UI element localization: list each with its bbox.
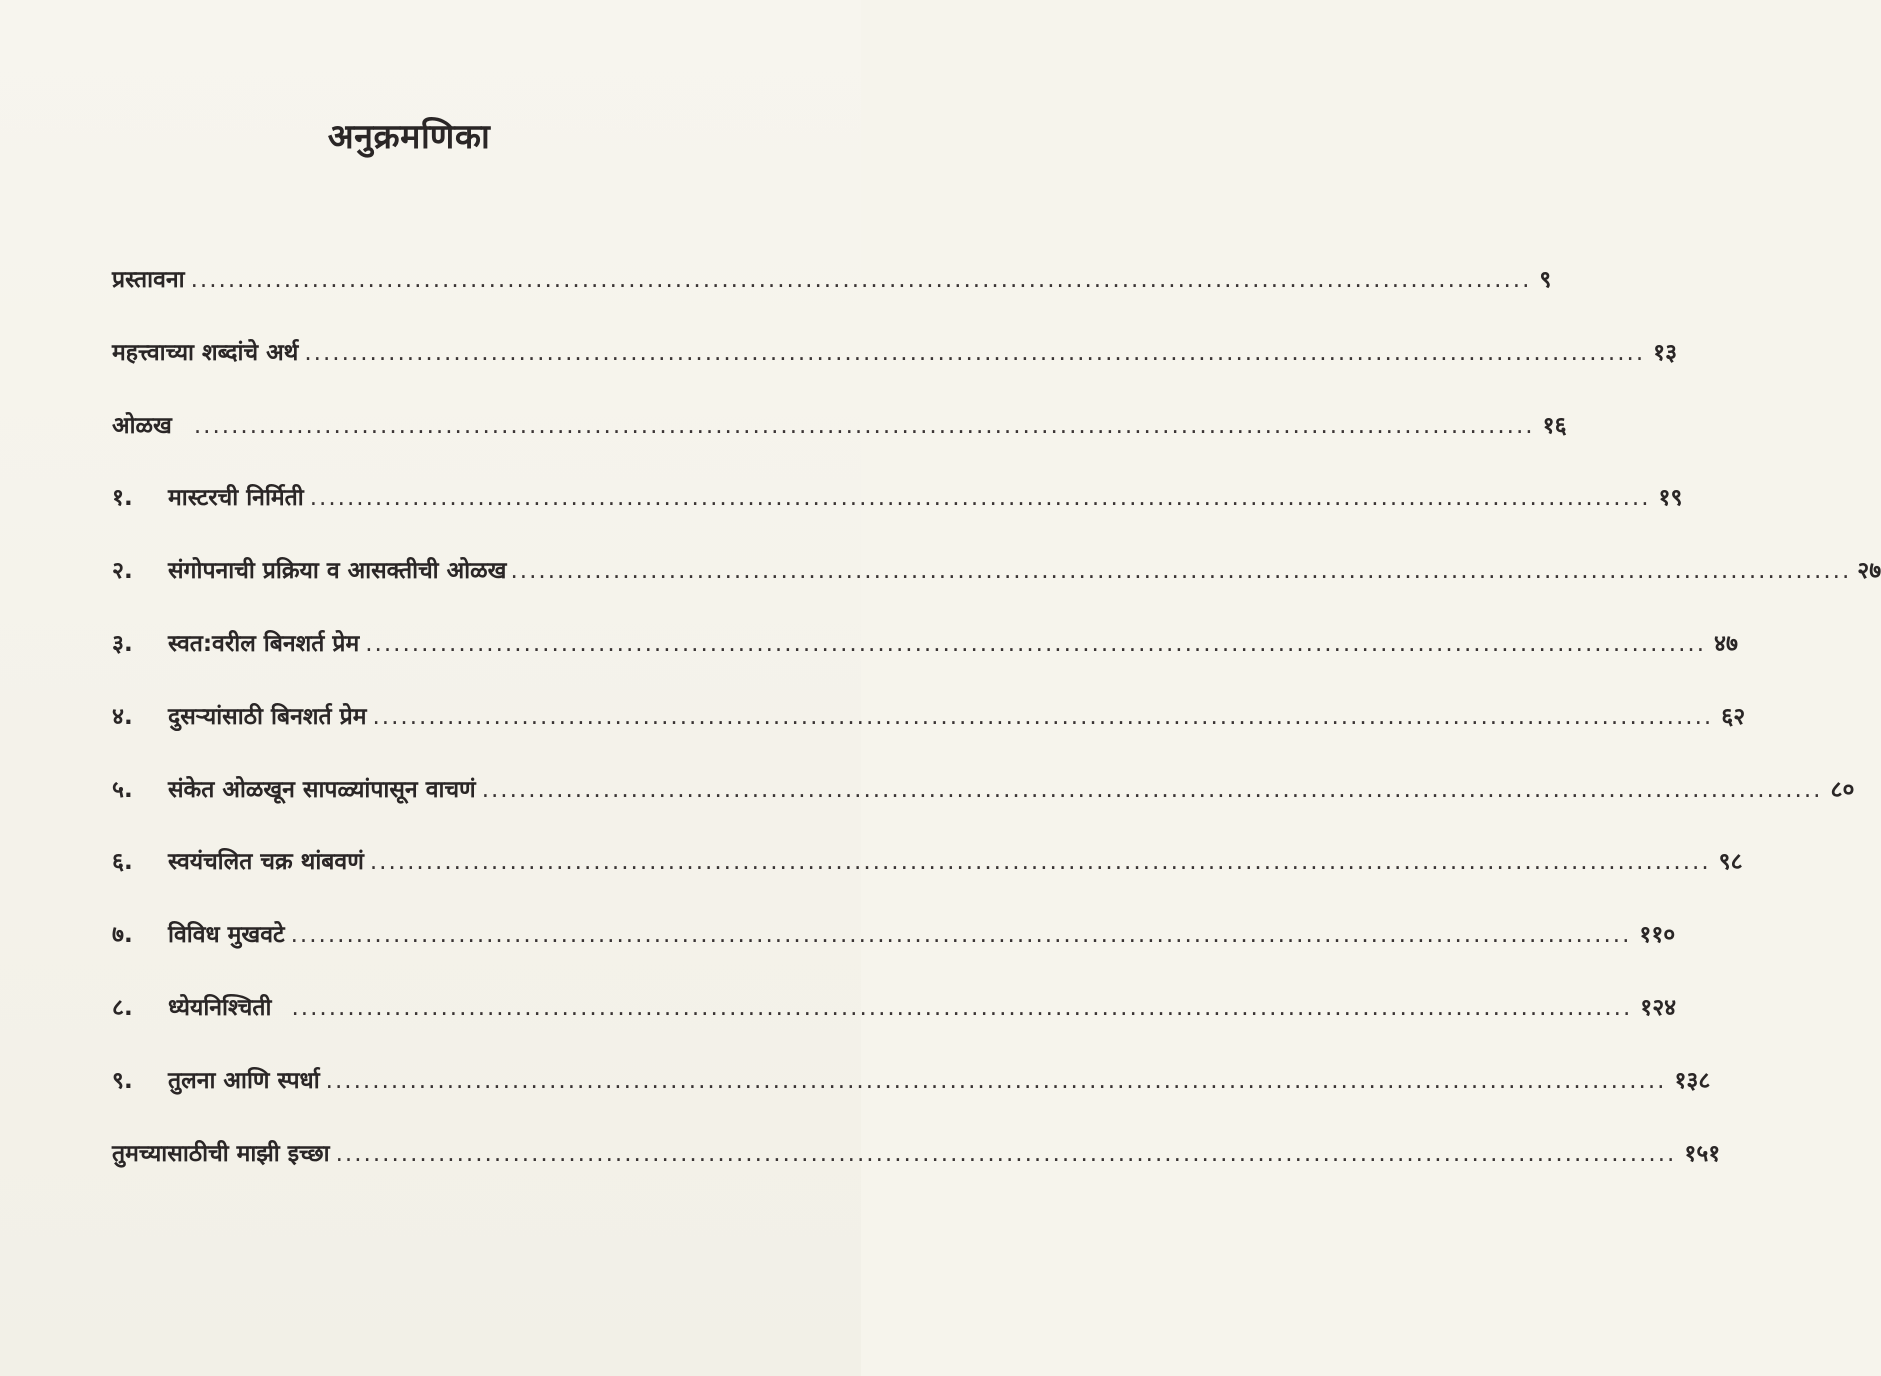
dot-leader [194,413,1535,439]
chapter-number: ९. [112,1067,133,1094]
toc-entry-chapter-8 [112,990,1677,1063]
dot-leader [191,267,1532,293]
page-title: अनुक्रमणिका [327,117,491,157]
toc-entry-label: तुलना आणि स्पर्धा [168,1067,320,1094]
toc-entry-label: संकेत ओळखून सापळ्यांपासून वाचणं [168,776,476,803]
toc-entry-page: १३८ [1674,1067,1711,1094]
toc-entry-page: ११० [1639,922,1676,949]
toc-entry-label: प्रस्तावना [112,267,185,293]
toc-entry-chapter-9 [112,1063,1711,1136]
dot-leader [482,777,1823,803]
toc-entry-page: ६२ [1721,703,1746,730]
toc-entry-label: स्वत:वरील बिनशर्त प्रेम [168,630,360,657]
dot-leader [365,631,1706,657]
toc-entry-glossary [112,335,1678,408]
chapter-number: ८. [112,994,133,1021]
toc-entry-chapter-3 [112,626,1738,699]
toc-entry-label: मास्टरची निर्मिती [168,485,304,512]
chapter-number: २. [112,558,133,585]
dot-leader [304,340,1645,366]
toc-entry-label: संगोपनाची प्रक्रिया व आसक्तीची ओळख [168,558,507,585]
dot-leader [291,922,1632,948]
toc-entry-page: १६ [1542,412,1567,439]
toc-entry-label: स्वयंचलित चक्र थांबवणं [168,849,364,876]
toc-entry-chapter-5 [112,772,1855,845]
toc-entry-label: ओळख [112,412,172,439]
toc-entry-label: ध्येयनिश्चिती [168,994,272,1021]
toc-entry-closing-wish [112,1136,1721,1209]
toc-entry-label: महत्त्वाच्या शब्दांचे अर्थ [112,339,299,366]
chapter-number: ६. [112,849,133,876]
dot-leader [291,995,1632,1021]
dot-leader [326,1068,1667,1094]
chapter-number: ४. [112,703,133,730]
toc-entry-chapter-7 [112,917,1676,990]
toc-entry-page: १९ [1658,485,1683,512]
chapter-number: ३. [112,630,133,657]
chapter-number: ५. [112,776,133,803]
chapter-number: १. [112,485,133,512]
toc-entry-page: २७ [1857,558,1881,585]
table-of-contents [112,262,1881,1208]
toc-entry-introduction [112,408,1567,481]
chapter-number: ७. [112,922,133,949]
toc-entry-page: १३ [1653,339,1678,366]
toc-entry-page: १२४ [1640,994,1677,1021]
dot-leader [336,1141,1677,1167]
toc-entry-chapter-1 [112,480,1683,553]
toc-entry-page: ८० [1830,776,1855,803]
toc-entry-page: ९८ [1718,849,1743,876]
toc-entry-page: ४७ [1714,630,1738,657]
toc-entry-chapter-4 [112,699,1746,772]
toc-entry-label: तुमच्यासाठीची माझी इच्छा [112,1140,330,1167]
dot-leader [370,849,1711,875]
dot-leader [310,485,1651,511]
dot-leader [510,558,1851,584]
toc-entry-chapter-2 [112,553,1881,626]
toc-entry-chapter-6 [112,844,1743,917]
toc-entry-label: दुसऱ्यांसाठी बिनशर्त प्रेम [168,703,367,730]
dot-leader [372,704,1713,730]
toc-entry-preface [112,262,1552,335]
toc-entry-page: १५१ [1684,1140,1721,1167]
toc-entry-page: ९ [1539,267,1552,293]
toc-entry-label: विविध मुखवटे [168,922,285,949]
